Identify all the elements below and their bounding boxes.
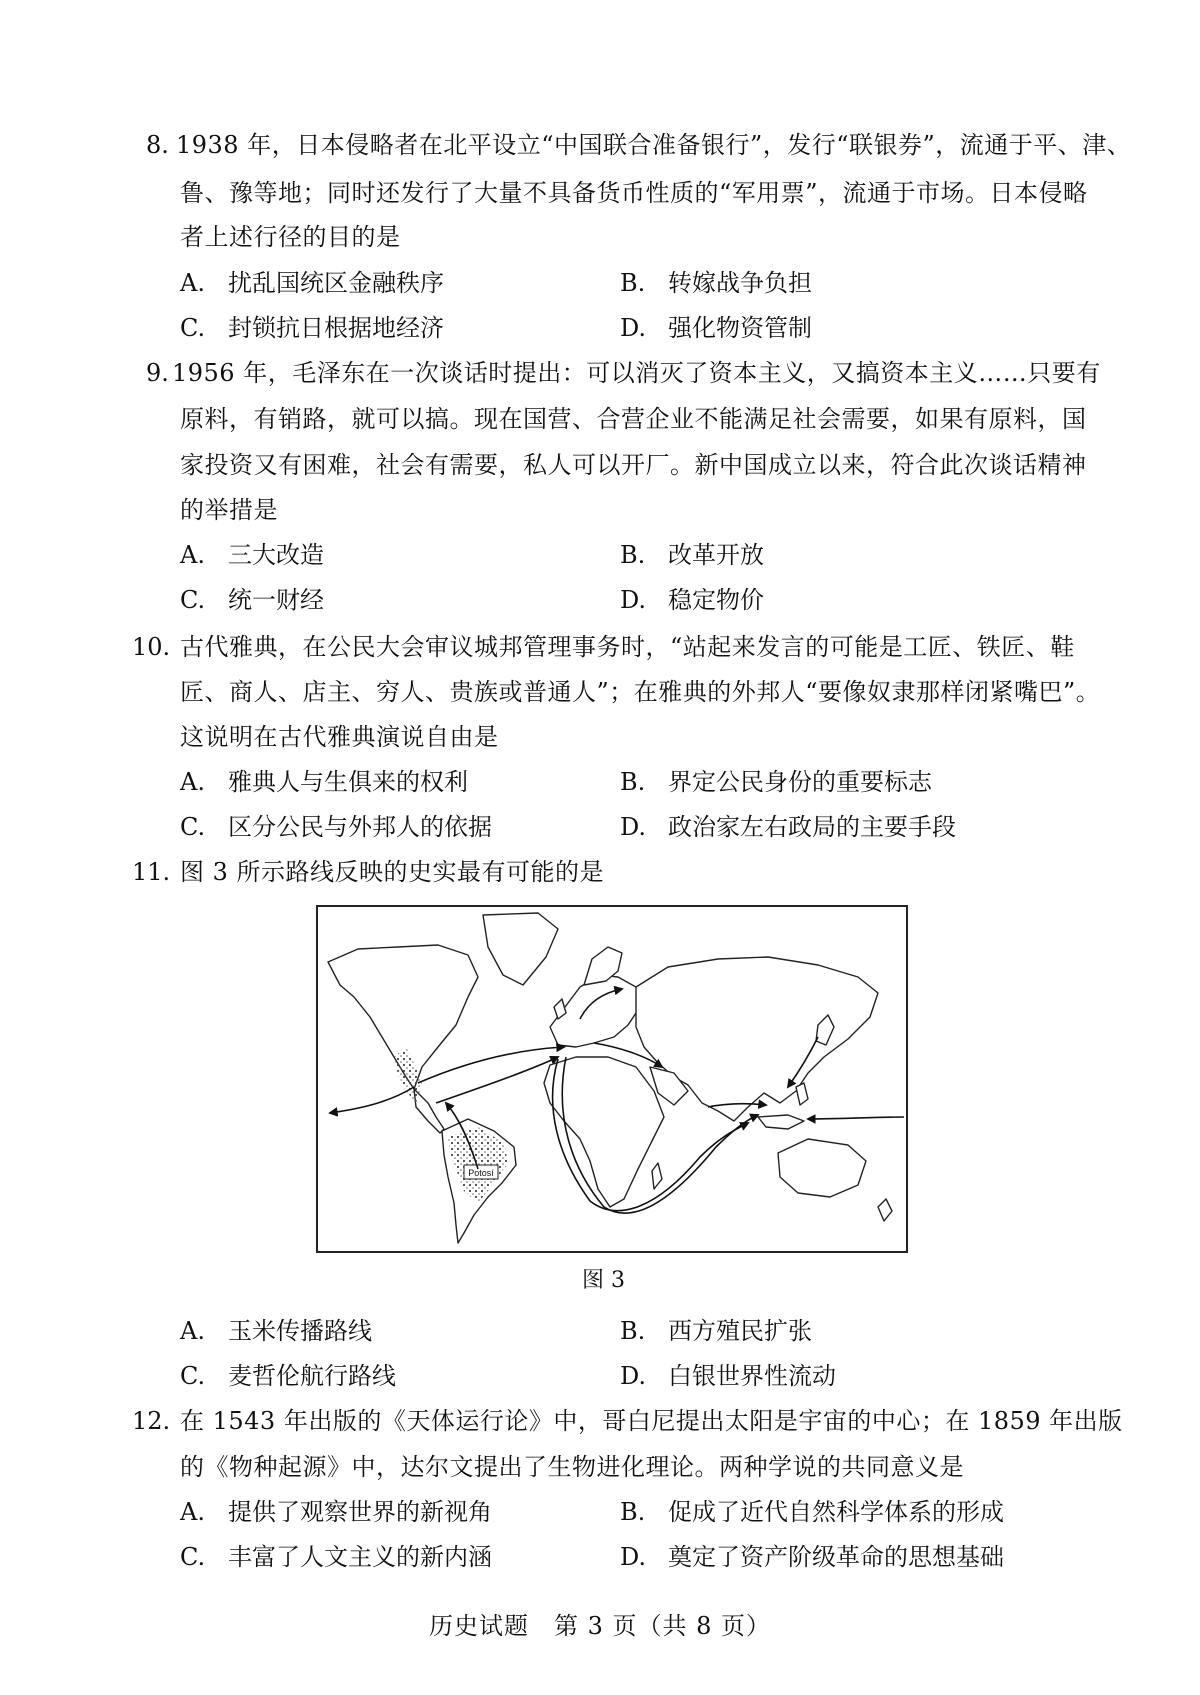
question-10-line-1: 古代雅典，在公民大会审议城邦管理事务时，“站起来发言的可能是工匠、铁匠、鞋: [180, 633, 1075, 661]
southeast-asia-islands-shape: [758, 1115, 804, 1129]
question-8-number: 8.: [146, 131, 169, 159]
question-9-option-c[interactable]: C. 统一财经: [180, 586, 324, 614]
question-10-option-c[interactable]: C. 区分公民与外邦人的依据: [180, 813, 492, 841]
question-11-option-c[interactable]: C. 麦哲伦航行路线: [180, 1362, 396, 1390]
potosi-label: Potosí: [468, 1168, 494, 1178]
route-mexico-pacific-west: [330, 1087, 414, 1113]
question-9-option-d[interactable]: D. 稳定物价: [620, 586, 764, 614]
world-map-figure: [316, 905, 908, 1253]
question-11-number: 11.: [132, 858, 171, 886]
australia-shape: [778, 1139, 866, 1197]
greenland-shape: [483, 913, 558, 985]
question-10-line-3: 这说明在古代雅典演说自由是: [180, 723, 499, 751]
question-8-option-a[interactable]: A. 扰乱国统区金融秩序: [180, 269, 444, 297]
philippines-shape: [796, 1083, 808, 1105]
question-12-line-2: 的《物种起源》中，达尔文提出了生物进化理论。两种学说的共同意义是: [180, 1453, 964, 1481]
question-9-line-3: 家投资又有困难，社会有需要，私人可以开厂。新中国成立以来，符合此次谈话精神: [180, 451, 1087, 479]
route-pacific-to-philippines: [808, 1117, 904, 1119]
question-9-line-1: 1956 年，毛泽东在一次谈话时提出：可以消灭了资本主义，又搞资本主义……只要有: [172, 359, 1101, 387]
new-zealand-shape: [878, 1199, 892, 1221]
route-caribbean-to-iberia: [436, 1057, 558, 1103]
question-12-line-1: 在 1543 年出版的《天体运行论》中，哥白尼提出太阳是宇宙的中心；在 1859 年出版: [180, 1407, 1123, 1435]
page-footer: 历史试题 第 3 页（共 8 页）: [428, 1612, 772, 1640]
question-9-option-a[interactable]: A. 三大改造: [180, 541, 324, 569]
question-10-option-a[interactable]: A. 雅典人与生俱来的权利: [180, 768, 468, 796]
question-12-option-a[interactable]: A. 提供了观察世界的新视角: [180, 1498, 492, 1526]
question-12-number: 12.: [132, 1407, 171, 1435]
question-8-line-2: 鲁、豫等地；同时还发行了大量不具备货币性质的“军用票”，流通于市场。日本侵略: [180, 179, 1088, 207]
question-9-line-4: 的举措是: [180, 496, 278, 524]
question-9-option-b[interactable]: B. 改革开放: [620, 541, 764, 569]
question-10-option-d[interactable]: D. 政治家左右政局的主要手段: [620, 813, 956, 841]
question-11-option-a[interactable]: A. 玉米传播路线: [180, 1317, 372, 1345]
question-11-option-b[interactable]: B. 西方殖民扩张: [620, 1317, 812, 1345]
question-12-option-c[interactable]: C. 丰富了人文主义的新内涵: [180, 1543, 492, 1571]
question-12-option-d[interactable]: D. 奠定了资产阶级革命的思想基础: [620, 1543, 1004, 1571]
world-map: [318, 907, 906, 1251]
question-8-option-b[interactable]: B. 转嫁战争负担: [620, 269, 812, 297]
figure-caption: 图 3: [582, 1268, 625, 1293]
question-9-number: 9.: [146, 359, 169, 387]
question-11-option-d[interactable]: D. 白银世界性流动: [620, 1362, 836, 1390]
central-america-shape: [414, 1089, 444, 1133]
question-8-line-1: 1938 年，日本侵略者在北平设立“中国联合准备银行”，发行“联银券”，流通于平、津、: [176, 131, 1132, 159]
question-11-line-1: 图 3 所示路线反映的史实最有可能的是: [180, 858, 605, 886]
question-10-line-2: 匠、商人、店主、穷人、贵族或普通人”；在雅典的外邦人“要像奴隶那样闭紧嘴巴”。: [180, 678, 1101, 706]
question-10-option-b[interactable]: B. 界定公民身份的重要标志: [620, 768, 932, 796]
question-9-line-2: 原料，有销路，就可以搞。现在国营、合营企业不能满足社会需要，如果有原料，国: [180, 405, 1087, 433]
question-12-option-b[interactable]: B. 促成了近代自然科学体系的形成: [620, 1498, 1004, 1526]
route-mexico-to-europe: [418, 1047, 564, 1083]
question-8-option-c[interactable]: C. 封锁抗日根据地经济: [180, 314, 444, 342]
madagascar-shape: [652, 1163, 662, 1189]
question-8-line-3: 者上述行径的目的是: [180, 223, 401, 251]
africa-shape: [544, 1057, 664, 1207]
question-8-option-d[interactable]: D. 强化物资管制: [620, 314, 812, 342]
question-10-number: 10.: [132, 633, 171, 661]
